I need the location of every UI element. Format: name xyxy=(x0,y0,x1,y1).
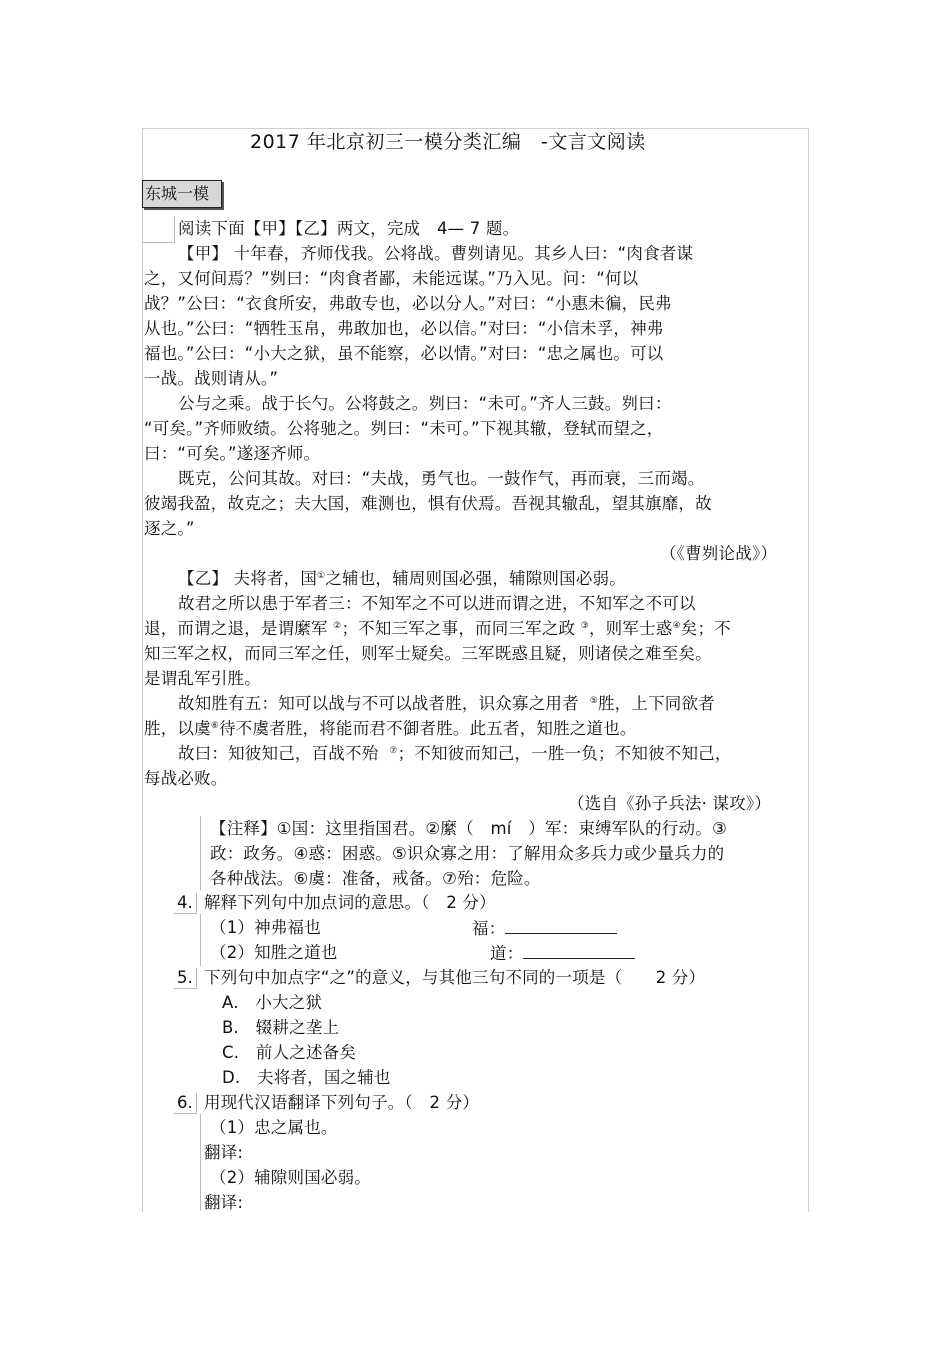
footnote-mark: ⑦ xyxy=(389,746,398,756)
indent-box xyxy=(142,216,175,243)
answer-label: 翻译: xyxy=(204,1193,244,1212)
footnote-mark: ① xyxy=(317,571,326,581)
footnote-mark: ⑤ xyxy=(589,696,598,706)
passage-b-line xyxy=(178,693,715,715)
answer-blank[interactable] xyxy=(523,942,635,959)
footnote-mark: ⑥ xyxy=(210,721,220,731)
notes-line: 【注释】①国：这里指国君。②縻（ mí ）军：束缚军队的行动。③ xyxy=(210,819,727,838)
question-6-item: （2）辅隙则国必弱。 xyxy=(210,1168,371,1187)
passage-a-line: 从也。”公曰：“牺牲玉帛，弗敢加也，必以信。”对曰：“小信未孚，神弗 xyxy=(144,319,664,338)
footnote-mark: ④ xyxy=(672,621,681,631)
question-number: 5. xyxy=(174,968,197,989)
question-5-text: 下列句中加点字“之”的意义，与其他三句不同的一项是（ 2 分） xyxy=(204,968,706,987)
passage-b-line xyxy=(178,743,732,765)
option-a: A. 小大之狱 xyxy=(222,993,323,1012)
passage-b-line xyxy=(144,718,637,740)
answer-blank[interactable] xyxy=(505,917,617,934)
passage-b-text: ，则军士惑 xyxy=(588,619,673,638)
passage-b-text: 退，而谓之退，是谓縻军 xyxy=(144,619,328,638)
passage-b-text: 待不虞者胜，将能而君不御者胜。此五者，知胜之道也。 xyxy=(219,719,637,738)
passage-b-line xyxy=(144,618,731,640)
passage-b-text: 胜，上下同欲者 xyxy=(597,694,715,713)
answer-label: 翻译: xyxy=(204,1143,244,1162)
section-tag: 东城一模 xyxy=(142,180,222,208)
answer-key-label: 道： xyxy=(490,944,524,963)
question-4-item: （2）知胜之道也 xyxy=(210,943,338,962)
passage-b-line: 故君之所以患于军者三：不知军之不可以进而谓之进，不知军之不可以 xyxy=(178,594,696,613)
passage-b-text: 故知胜有五：知可以战与不可以战者胜，识众寡之用者 xyxy=(178,694,579,713)
passage-a-line: 逐之。” xyxy=(144,519,195,538)
passage-a-line: 曰：“可矣。”遂逐齐师。 xyxy=(144,444,321,463)
passage-b-text: ；不知彼而知己，一胜一负；不知彼不知己， xyxy=(397,744,732,763)
question-6-text: 用现代汉语翻译下列句子。（ 2 分） xyxy=(204,1093,480,1112)
page-title: 2017 年北京初三一模分类汇编 -文言文阅读 xyxy=(250,131,646,153)
source-b: （选自《孙子兵法· 谋攻》） xyxy=(568,794,772,813)
passage-a-line: 一战。战则请从。” xyxy=(144,369,279,388)
option-c: C. 前人之述备矣 xyxy=(222,1043,357,1062)
source-a: （《曹刿论战》） xyxy=(660,544,778,563)
passage-a-line: “可矣。”齐师败绩。公将驰之。刿曰：“未可。”下视其辙，登轼而望之， xyxy=(144,419,664,438)
passage-a-line: 福也。”公曰：“小大之狱，虽不能察，必以情。”对曰：“忠之属也。可以 xyxy=(144,344,664,363)
passage-b-text: 胜，以虞 xyxy=(144,719,211,738)
notes-line: 政：政务。④惑：困惑。⑤识众寡之用：了解用众多兵力或少量兵力的 xyxy=(210,844,725,863)
passage-a-line: 【甲】 十年春，齐师伐我。公将战。曹刿请见。其乡人曰：“肉食者谋 xyxy=(178,244,694,263)
passage-a-line: 彼竭我盈，故克之；夫大国，难测也，惧有伏焉。吾视其辙乱，望其旗靡，故 xyxy=(144,494,712,513)
passage-b-text: 矣；不 xyxy=(680,619,731,638)
notes-line: 各种战法。⑥虞：准备，戒备。⑦殆：危险。 xyxy=(210,869,541,888)
passage-a-line: 公与之乘。战于长勺。公将鼓之。刿曰：“未可。”齐人三鼓。刿曰： xyxy=(178,394,672,413)
footnote-mark: ③ xyxy=(580,621,589,631)
question-rule xyxy=(200,914,201,966)
question-4-text: 解释下列句中加点词的意思。（ 2 分） xyxy=(204,893,496,912)
question-4-item: （1）神弗福也 xyxy=(210,918,321,937)
passage-b-line: 每战必败。 xyxy=(144,769,228,788)
answer-key xyxy=(490,942,635,965)
question-number: 4. xyxy=(174,893,197,914)
passage-b-text: 故曰：知彼知己，百战不殆 xyxy=(178,744,379,763)
passage-b-line: 知三军之权，而同三军之任，则军士疑矣。三军既惑且疑，则诸侯之难至矣。 xyxy=(144,644,712,663)
question-number: 6. xyxy=(174,1093,197,1114)
footnote-mark: ② xyxy=(333,621,342,631)
passage-b-line xyxy=(178,568,626,590)
passage-b-line: 是谓乱军引胜。 xyxy=(144,669,261,688)
intro-text: 阅读下面【甲】【乙】两文，完成 4— 7 题。 xyxy=(178,219,520,238)
question-rule xyxy=(200,1114,201,1211)
answer-key-label: 福： xyxy=(472,919,506,938)
passage-a-line: 之，又何间焉？”刿曰：“肉食者鄙，未能远谋。”乃入见。问：“何以 xyxy=(144,269,639,288)
option-b: B. 辍耕之垄上 xyxy=(222,1018,340,1037)
passage-b-text: 【乙】 夫将者，国 xyxy=(178,569,318,588)
answer-key xyxy=(472,917,617,940)
notes-rule xyxy=(200,816,201,890)
question-6-item: （1）忠之属也。 xyxy=(210,1118,338,1137)
passage-b-text: 之辅也，辅周则国必强，辅隙则国必弱。 xyxy=(325,569,626,588)
option-d: D. 夫将者，国之辅也 xyxy=(222,1068,391,1087)
passage-a-line: 既克，公问其故。对曰：“夫战，勇气也。一鼓作气，再而衰，三而竭。 xyxy=(178,469,705,488)
passage-b-text: ；不知三军之事，而同三军之政 xyxy=(341,619,576,638)
passage-a-line: 战？”公曰：“衣食所安，弗敢专也，必以分人。”对曰：“小惠未徧，民弗 xyxy=(144,294,672,313)
